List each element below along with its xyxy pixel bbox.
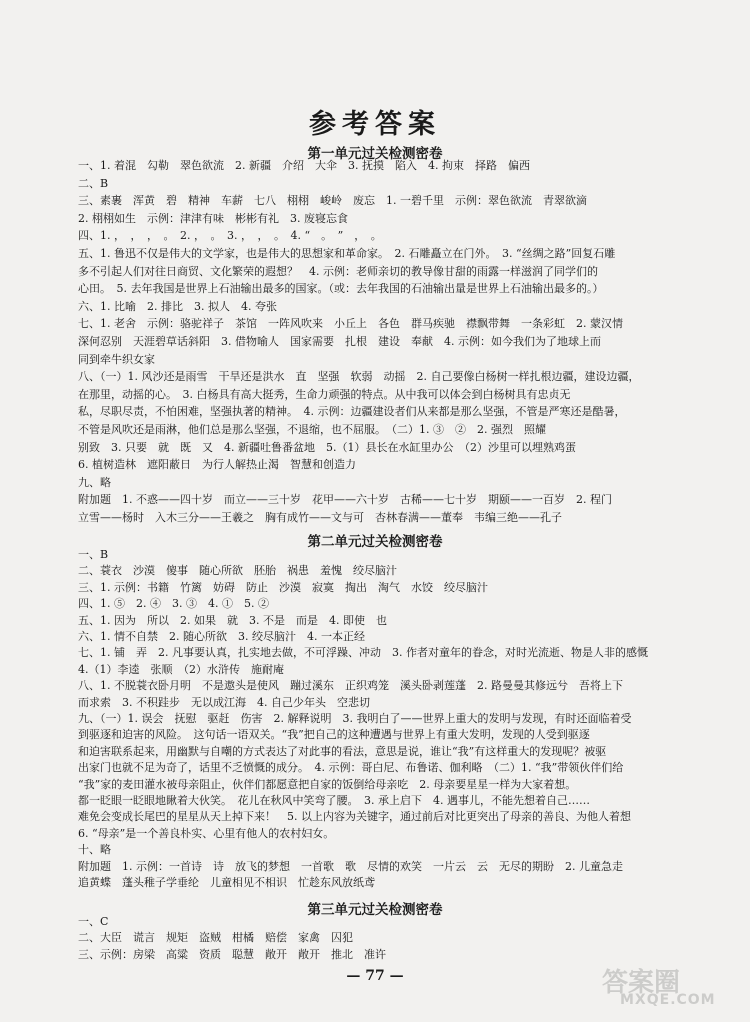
answer-line: 6. “母亲”是一个善良朴实、心里有他人的农村妇女。 <box>78 826 335 840</box>
answer-line: 六、1. 比喻 2. 排比 3. 拟人 4. 夸张 <box>78 299 277 313</box>
answer-line: 五、1. 因为 所以 2. 如果 就 3. 不是 而是 4. 即使 也 <box>78 613 387 627</box>
answer-line: 不管是风吹还是雨淋，他们总是那么坚强，不退缩，也不屈服。 （二）1. ③ ② 2. 强烈 照耀 <box>78 423 546 436</box>
answer-line: 而求索 3. 不积跬步 无以成江海 4. 自己少年头 空悲切 <box>78 695 370 709</box>
section-3-title: 第三单元过关检测密卷 <box>307 902 443 918</box>
answer-line: 六、1. 情不自禁 2. 随心所欲 3. 绞尽脑汁 4. 一本正经 <box>78 630 365 643</box>
answer-line: 和迫害联系起来，用幽默与自嘲的方式表达了对此事的看法，意思是说，谁让“我”有这样重大的发现呢？被驱 <box>78 744 607 758</box>
answer-line: 四、1. ， ， ， 。 2. ， 。 3. ， ， 。 4. “ 。 ” ， 。 <box>78 229 382 243</box>
answer-line: 九、（一）1. 误会 抚慰 驱赶 伤害 2. 解释说明 3. 我明白了——世界上重大的发明与发现，有时还面临着受 <box>78 712 632 725</box>
answer-line: 七、1. 铺 弄 2. 凡事要认真，扎实地去做，不可浮躁、冲动 3. 作者对童年的眷念，对时光流逝、物是人非的感慨 <box>78 646 648 660</box>
answer-line: 私，尽职尽责，不怕困难，坚强执著的精神。 4. 示例：边疆建设者们从来都是那么坚强，不管是严寒还是酷暑， <box>78 405 626 419</box>
answer-line: 难免会变成长尾巴的星星从天上掉下来！ 5. 以上内容为关键字，通过前后对比更突出了母亲的善良、为他人着想 <box>78 810 631 824</box>
answer-line: 二、蓑衣 沙漠 傻事 随心所欲 胚胎 祸患 羞愧 绞尽脑汁 <box>78 564 397 578</box>
answer-line: 一、B <box>78 548 109 561</box>
page-title: 参考答案 <box>309 109 441 140</box>
page-number: — 77 — <box>346 968 404 984</box>
answer-line: 都一眨眼一眨眼地瞅着大伙笑。 花儿在秋风中笑弯了腰。 3. 承上启下 4. 遇事儿，不能先想着自己…… <box>78 794 590 807</box>
answer-line: 七、1. 老舍 示例：骆驼祥子 茶馆 一阵风吹来 小丘上 各色 群马疾驰 襟飘带舞 一条彩虹 2. 蒙汉情 <box>78 317 623 331</box>
answer-line: 二、B <box>78 176 109 190</box>
answer-line: 出家门也就不足为奇了，话里不乏愤慨的成分。 4. 示例：哥白尼、布鲁诺、伽利略 （二）1. “我”带领伙伴们给 <box>78 761 624 775</box>
answer-line: 附加题 1. 示例：一首诗 诗 放飞的梦想 一首歌 歌 尽情的欢笑 一片云 云 无尽的期盼 2. 儿童急走 <box>78 859 623 873</box>
answer-line: 一、C <box>78 915 109 928</box>
answer-line: 追黄蝶 蓬头稚子学垂纶 儿童相见不相识 忙趁东风放纸鸢 <box>78 876 375 889</box>
answer-line: 三、示例：房梁 高粱 资质 聪慧 敞开 敞开 推北 准许 <box>78 947 386 961</box>
answer-line: 6. 植树造林 遮阳蔽日 为行人解热止渴 智慧和创造力 <box>78 458 356 472</box>
answer-line: 2. 栩栩如生 示例：津津有味 彬彬有礼 3. 废寝忘食 <box>78 211 348 225</box>
answer-line: 十、略 <box>78 843 111 857</box>
answer-line: 立雪——杨时 入木三分——王羲之 胸有成竹——文与可 杏林春满——董奉 韦编三绝——孔子 <box>78 511 562 524</box>
answer-line: 在那里，动摇的心。 3. 白杨具有高大挺秀，生命力顽强的特点。从中我可以体会到白杨树具有忠贞无 <box>78 387 571 401</box>
answer-line: 八、（一）1. 风沙还是雨雪 干旱还是洪水 直 坚强 软弱 动摇 2. 自己要像白杨树一样扎根边疆，建设边疆， <box>78 370 640 384</box>
answer-line: 到驱逐和迫害的风险。 这句话一语双关。“我”把自己的这种遭遇与世界上有重大发明，发现的人受到驱逐 <box>78 728 590 742</box>
answer-line: 五、1. 鲁迅不仅是伟大的文学家，也是伟大的思想家和革命家。 2. 石雕矗立在门外。 3. “丝绸之路”回复石雕 <box>78 247 616 260</box>
answer-line: 三、1. 示例：书籍 竹篱 妨碍 防止 沙漠 寂寞 掏出 淘气 水饺 绞尽脑汁 <box>78 580 488 594</box>
answer-line: 心田。 5. 去年我国是世界上石油输出最多的国家。（或：去年我国的石油输出量是世界上石油输出最多的。） <box>78 282 604 296</box>
answer-line: 一、1. 着混 勾勒 翠色欲流 2. 新疆 介绍 大伞 3. 抚摸 陷入 4. 拘束 择路 偏西 <box>78 159 530 172</box>
answer-line: 九、略 <box>78 475 111 489</box>
answer-line: 别致 3. 只要 就 既 又 4. 新疆吐鲁番盆地 5.（1）县长在水缸里办公 （2）沙里可以埋熟鸡蛋 <box>78 440 576 454</box>
answer-line: “我”家的麦田灌水被母亲阻止，伙伴们都愿意把自家的饭倒给母亲吃 2. 母亲要星星一样为大家着想。 <box>78 777 577 791</box>
section-1-title: 第一单元过关检测密卷 <box>307 146 443 162</box>
watermark-url: MXQE.COM <box>620 992 716 1008</box>
answer-line: 同到牵牛织女家 <box>78 352 155 366</box>
answer-line: 四、1. ⑤ 2. ④ 3. ③ 4. ① 5. ② <box>78 597 269 611</box>
answer-line: 八、1. 不脱蓑衣卧月明 不是遨头是使风 蹦过溪东 正织鸡笼 溪头卧剥莲蓬 2. 路曼曼其修远兮 吾将上下 <box>78 679 623 693</box>
section-2-title: 第二单元过关检测密卷 <box>307 534 443 550</box>
answer-line: 二、大臣 谎言 规矩 盗贼 柑橘 赔偿 家禽 囚犯 <box>78 931 353 945</box>
answer-line: 附加题 1. 不惑——四十岁 而立——三十岁 花甲——六十岁 古稀——七十岁 期颐——一百岁 2. 程门 <box>78 493 612 507</box>
answer-line: 4.（1）李逵 张顺 （2）水浒传 施耐庵 <box>78 662 284 676</box>
watermark-logo <box>600 962 740 1012</box>
answer-line: 多不引起人们对往日商贸、文化繁荣的遐想？ 4. 示例：老师亲切的教导像甘甜的雨露一样滋润了同学们的 <box>78 264 598 278</box>
answer-line: 三、素裹 浑黄 碧 精神 车薪 七八 栩栩 峻岭 废忘 1. 一碧千里 示例：翠色欲流 青翠欲滴 <box>78 194 587 208</box>
watermark-text: 答案圈 <box>602 968 681 998</box>
answer-line: 深何忍别 天涯碧草话斜阳 3. 借物喻人 国家需要 扎根 建设 奉献 4. 示例：如今我们为了地球上而 <box>78 335 601 348</box>
